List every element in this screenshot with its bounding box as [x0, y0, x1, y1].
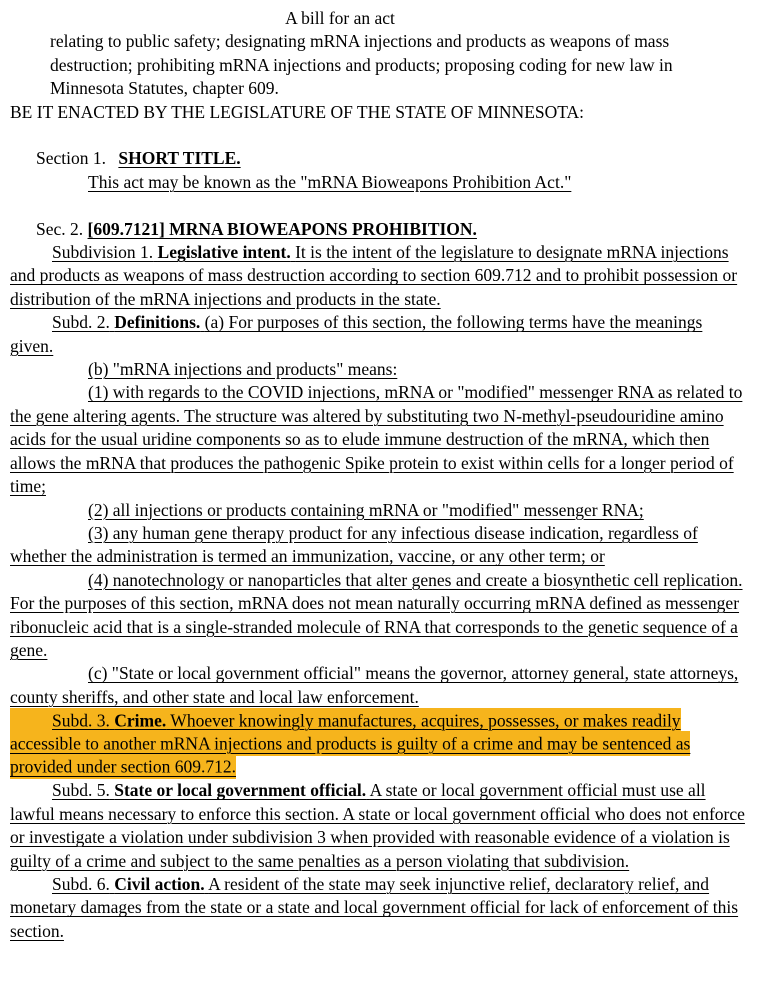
subd-2-heading: Definitions.	[114, 312, 201, 333]
subdivision-1-paragraph	[10, 241, 748, 311]
clause-b2-paragraph: (2) all injections or products containing mRNA or "modified" messenger RNA;	[88, 499, 644, 520]
subd-2-body: (a) For purposes of this section, the following terms have the meanings given.	[10, 312, 703, 356]
blank-line	[10, 124, 748, 147]
subd-6-body: A resident of the state may seek injunctive relief, declaratory relief, and monetary damages from the state or a state and local government official for lack of enforcement of this section.	[10, 874, 739, 941]
section-2-heading: [609.7121] MRNA BIOWEAPONS PROHIBITION.	[87, 218, 477, 239]
subdivision-1-body: It is the intent of the legislature to designate mRNA injections and products as weapons of mass destruction according to section 609.712 and to prohibit possession or distribution of the mRNA injections and products in the state.	[10, 242, 738, 309]
clause-b1-paragraph: (1) with regards to the COVID injections, mRNA or "modified" messenger RNA as related to the gene altering agents. The structure was altered by substituting two N-methyl-pseudouridine amino acids for the usual uridine components so as to elude immune destruction of the mRNA, which then allows the mRNA that produces the pathogenic Spike protein to exist within cells for a longer period of time;	[10, 382, 743, 497]
enacting-clause: BE IT ENACTED BY THE LEGISLATURE OF THE STATE OF MINNESOTA:	[10, 101, 585, 122]
subd-5-body: A state or local government official must use all lawful means necessary to enforce this section. A state or local government official who does not enforce or investigate a violation under subdivision 3 when provided with reasonable evidence of a violation is guilty of a crime and subject to the same penalties as a person violating that subdivision.	[10, 780, 745, 871]
subd-5-label: Subd. 5.	[52, 780, 110, 801]
clause-b3-paragraph: (3) any human gene therapy product for any infectious disease indication, regardless of whether the administration is termed an immunization, vaccine, or any other term; or	[10, 522, 698, 567]
subd-5-paragraph	[10, 779, 748, 873]
bill-preamble: relating to public safety; designating mRNA injections and products as weapons of mass destruction; prohibiting mRNA injections and products; proposing coding for new law in Minnesota Statutes, chapter 609.	[50, 31, 673, 99]
subd-6-label: Subd. 6.	[52, 874, 110, 894]
subd-2-paragraph	[10, 311, 748, 358]
subdivision-1-heading: Legislative intent.	[157, 242, 291, 263]
section-1-body: This act may be known as the "mRNA Bioweapons Prohibition Act."	[88, 171, 572, 192]
bill-title: A bill for an act	[285, 8, 395, 28]
mrna-exception-paragraph: For the purposes of this section, mRNA does not mean naturally occurring mRNA defined as messenger ribonucleic acid that is a single-stranded molecule of RNA that corresponds to the genetic sequence of a gene.	[10, 593, 740, 660]
section-1-label: Section 1.	[36, 148, 106, 169]
section-2-heading-line	[10, 218, 748, 241]
subd-3-label: Subd. 3.	[52, 710, 110, 731]
subd-6-paragraph	[10, 873, 748, 943]
section-2-label: Sec. 2.	[36, 218, 84, 239]
subd-3-heading: Crime.	[114, 710, 167, 731]
clause-c-paragraph: (c) "State or local government official" means the governor, attorney general, state attorneys, county sheriffs, and other state and local law enforcement.	[10, 663, 739, 707]
subd-3-crime-paragraph	[10, 709, 748, 779]
clause-b4-paragraph: (4) nanotechnology or nanoparticles that alter genes and create a biosynthetic cell replication.	[88, 569, 743, 590]
clause-b-paragraph: (b) "mRNA injections and products" means:	[88, 359, 398, 380]
subd-3-body: Whoever knowingly manufactures, acquires, possesses, or makes readily accessible to another mRNA injections and products is guilty of a crime and may be sentenced as provided under section 609.712.	[10, 710, 691, 777]
highlighted-text	[10, 708, 690, 780]
subd-6-heading: Civil action.	[114, 874, 205, 894]
subd-5-heading: State or local government official.	[114, 780, 367, 801]
subdivision-1-label: Subdivision 1.	[52, 242, 154, 263]
blank-line	[10, 194, 748, 217]
section-1-heading: SHORT TITLE.	[118, 148, 241, 169]
subd-2-label: Subd. 2.	[52, 312, 110, 333]
section-1-heading-line	[10, 147, 748, 170]
